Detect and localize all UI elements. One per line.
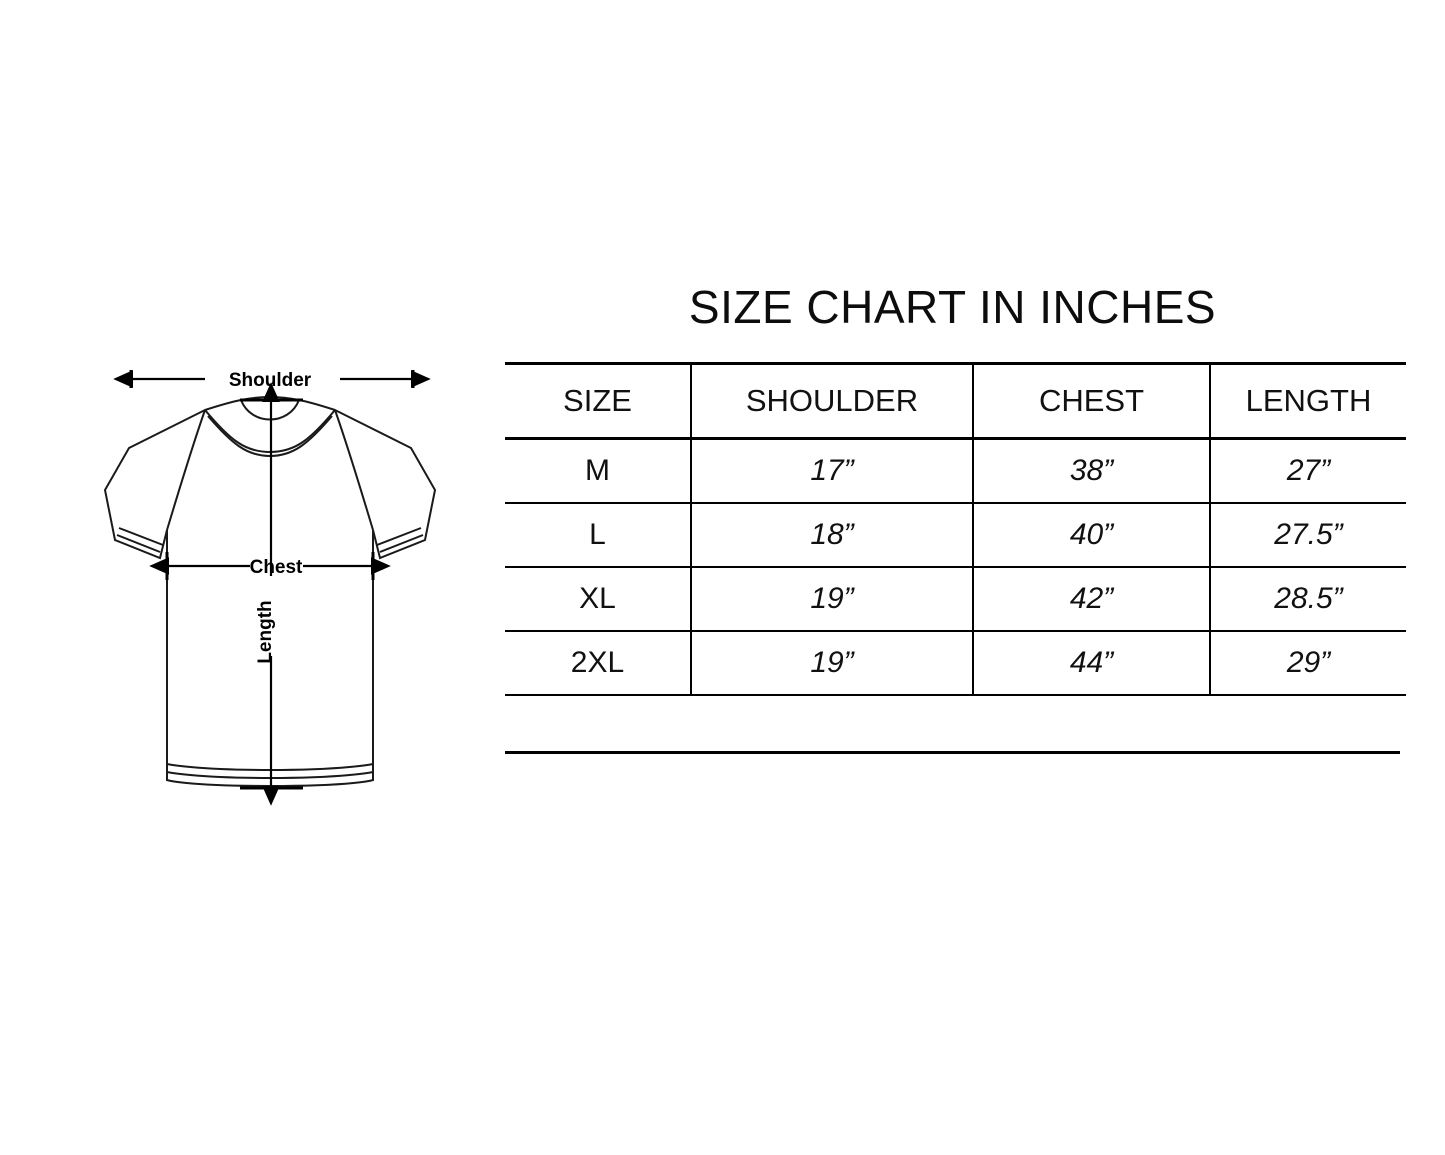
table-row (505, 503, 1406, 567)
column-header-length: LENGTH (1210, 364, 1406, 439)
tshirt-diagram (55, 340, 485, 820)
cell-length: 27.5” (1210, 503, 1406, 567)
cell-chest: 38” (973, 439, 1210, 504)
shoulder-label: Shoulder (228, 370, 312, 391)
table-row (505, 631, 1406, 695)
cell-length: 27” (1210, 439, 1406, 504)
cell-shoulder: 17” (691, 439, 973, 504)
table-header-row (505, 364, 1406, 439)
size-chart-table (505, 362, 1406, 696)
cell-chest: 42” (973, 567, 1210, 631)
cell-chest: 44” (973, 631, 1210, 695)
cell-shoulder: 18” (691, 503, 973, 567)
length-label: Length (255, 600, 276, 664)
table-bottom-rule (505, 751, 1400, 754)
size-chart-panel (505, 280, 1400, 754)
chart-title: SIZE CHART IN INCHES (688, 281, 1217, 333)
cell-chest: 40” (973, 503, 1210, 567)
cell-shoulder: 19” (691, 567, 973, 631)
cell-size: XL (505, 567, 691, 631)
table-row (505, 439, 1406, 504)
column-header-size: SIZE (505, 364, 691, 439)
cell-length: 29” (1210, 631, 1406, 695)
cell-size: L (505, 503, 691, 567)
cell-size: 2XL (505, 631, 691, 695)
column-header-chest: CHEST (973, 364, 1210, 439)
column-header-shoulder: SHOULDER (691, 364, 973, 439)
cell-shoulder: 19” (691, 631, 973, 695)
cell-size: M (505, 439, 691, 504)
table-row (505, 567, 1406, 631)
shoulder-dimension (131, 370, 413, 391)
length-dimension (240, 400, 303, 788)
chest-label: Chest (249, 557, 303, 578)
cell-length: 28.5” (1210, 567, 1406, 631)
